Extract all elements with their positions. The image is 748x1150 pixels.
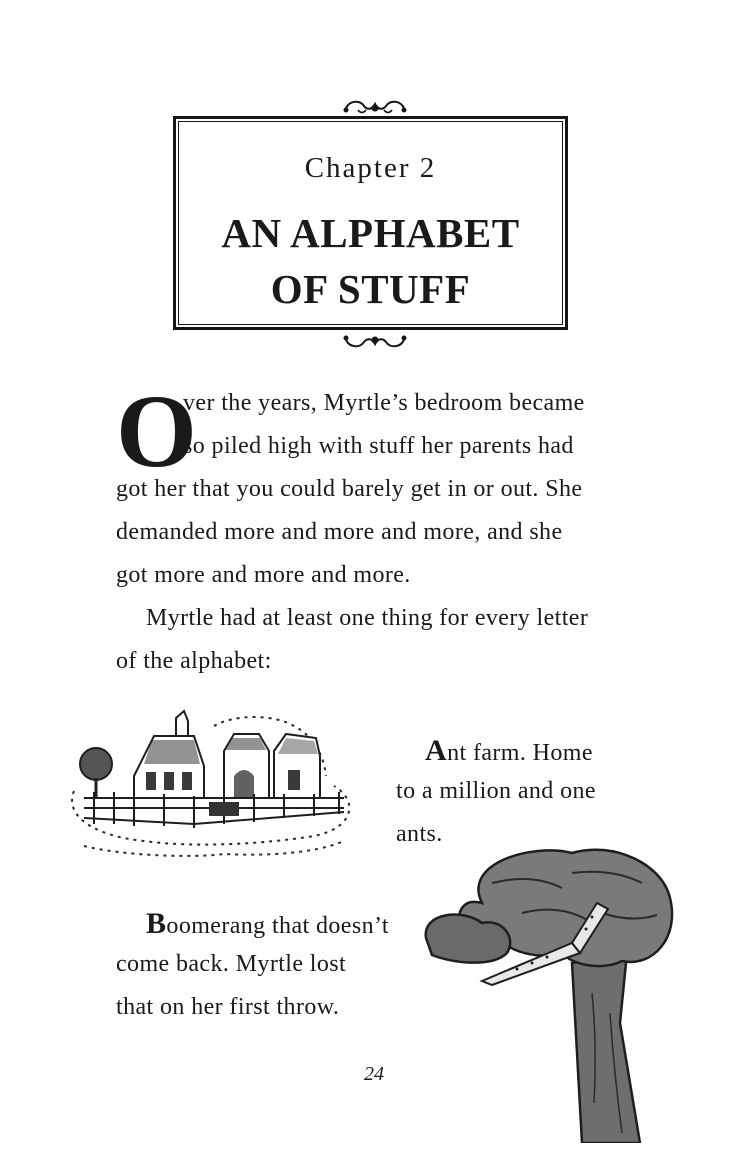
paragraph-line: got her that you could barely get in or out. She <box>116 476 583 502</box>
top-ornament-icon <box>340 96 410 118</box>
paragraph-line: got more and more and more. <box>116 562 411 588</box>
entry-a-line: Ant farm. Home <box>425 734 593 767</box>
chapter-title <box>173 205 568 317</box>
entry-a-line: ants. <box>396 821 443 847</box>
entry-initial: A <box>425 734 448 767</box>
entry-initial: B <box>146 907 167 940</box>
chapter-label: Chapter 2 <box>304 152 437 184</box>
bottom-ornament-icon <box>340 330 410 352</box>
chapter-title-line-1: AN ALPHABET <box>221 210 520 256</box>
paragraph-line: of the alphabet: <box>116 648 272 674</box>
paragraph-line: demanded more and more and more, and she <box>116 519 563 545</box>
ant-farm-illustration-icon <box>64 706 364 866</box>
chapter-title-line-2: OF STUFF <box>270 266 471 312</box>
entry-b-line: come back. Myrtle lost <box>116 951 347 977</box>
entry-b-line: Boomerang that doesn’t <box>146 907 389 940</box>
entry-a-line: to a million and one <box>396 778 596 804</box>
paragraph-line: ver the years, Myrtle’s bedroom became <box>183 390 585 416</box>
drop-cap: O <box>116 374 197 489</box>
tree-boomerang-illustration-icon <box>422 843 682 1143</box>
page-number: 24 <box>364 1063 384 1085</box>
paragraph-line: Myrtle had at least one thing for every letter <box>146 605 589 631</box>
entry-b-line: that on her first throw. <box>116 994 340 1020</box>
paragraph-line: so piled high with stuff her parents had <box>183 433 574 459</box>
